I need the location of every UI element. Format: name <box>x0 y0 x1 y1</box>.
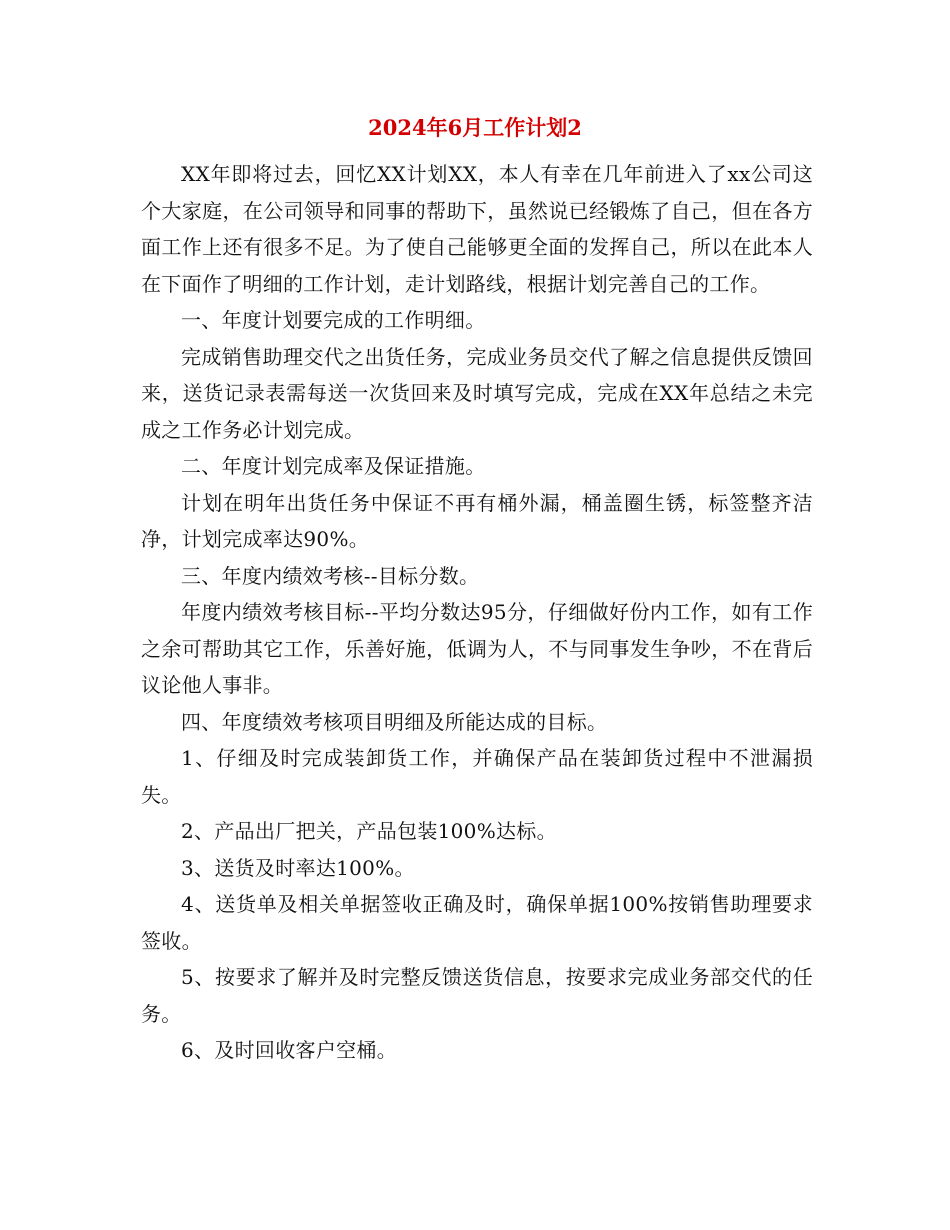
section-paragraph-3: 年度内绩效考核目标--平均分数达95分，仔细做好份内工作，如有工作之余可帮助其它工作，乐善好施，低调为人，不与同事发生争吵，不在背后议论他人事非。 <box>141 600 813 697</box>
list-item-4: 4、送货单及相关单据签收正确及时，确保单据100%按销售助理要求签收。 <box>141 892 813 953</box>
list-item-2: 2、产品出厂把关，产品包装100%达标。 <box>181 819 557 843</box>
section-heading-3: 三、年度内绩效考核--目标分数。 <box>181 563 480 588</box>
list-item-1: 1、仔细及时完成装卸货工作，并确保产品在装卸货过程中不泄漏损失。 <box>141 746 813 807</box>
section-paragraph-2: 计划在明年出货任务中保证不再有桶外漏，桶盖圈生锈，标签整齐洁净，计划完成率达90%。 <box>141 490 813 551</box>
section-heading-1: 一、年度计划要完成的工作明细。 <box>181 308 486 332</box>
intro-paragraph: XX年即将过去，回忆XX计划XX，本人有幸在几年前进入了xx公司这个大家庭，在公司领导和同事的帮助下，虽然说已经锻炼了自己，但在各方面工作上还有很多不足。为了使自己能够更全面的发挥自己，所以在此本人在下面作了明细的工作计划，走计划路线，根据计划完善自己的工作。 <box>141 162 813 296</box>
list-item-3: 3、送货及时率达100%。 <box>181 855 415 880</box>
section-heading-4: 四、年度绩效考核项目明细及所能达成的目标。 <box>181 709 608 734</box>
document-title: 2024年6月工作计划2 <box>368 115 582 140</box>
section-heading-2: 二、年度计划完成率及保证措施。 <box>181 454 486 478</box>
section-paragraph-1: 完成销售助理交代之出货任务，完成业务员交代了解之信息提供反馈回来，送货记录表需每送一次货回来及时填写完成，完成在XX年总结之未完成之工作务必计划完成。 <box>141 344 813 442</box>
document-body <box>141 156 813 1069</box>
list-item-5: 5、按要求了解并及时完整反馈送货信息，按要求完成业务部交代的任务。 <box>141 965 813 1026</box>
list-item-6: 6、及时回收客户空桶。 <box>181 1038 398 1062</box>
